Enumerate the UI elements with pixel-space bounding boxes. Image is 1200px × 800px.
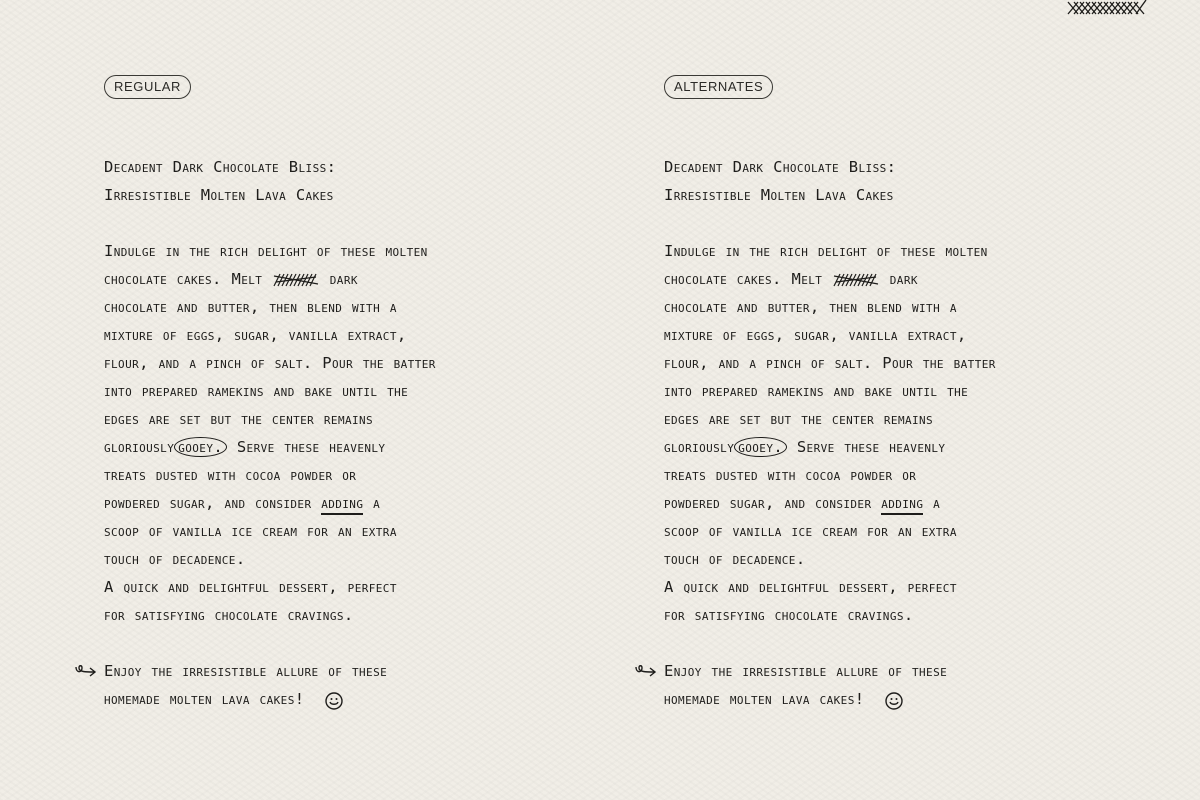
body-line: scoop of vanilla ice cream for an extra [664,522,957,540]
body-text: powdered sugar, and consider [664,494,872,512]
body-text: dark [329,270,358,288]
footer-text: Enjoy the irresistible allure of these [104,662,388,680]
body-line: edges are set but the center remains [664,410,934,428]
underlined-word: adding [881,494,923,515]
body-text: Serve these heavenly [236,438,386,456]
body-line: mixture of eggs, sugar, vanilla extract, [104,326,407,344]
body-line: Indulge in the rich delight of these molten [664,242,988,260]
title-line: Irresistible Molten Lava Cakes [104,186,334,204]
crosshatch-icon [1066,0,1150,16]
smiley-icon [324,690,344,710]
body-line: A quick and delightful dessert, perfect [104,578,397,596]
title-line: Decadent Dark Chocolate Bliss: [664,158,897,176]
footer-line [104,657,574,685]
body-line: Indulge in the rich delight of these molten [104,242,428,260]
smiley-icon [884,690,904,710]
body-line: A quick and delightful dessert, perfect [664,578,957,596]
body-line: chocolate and butter, then blend with a [664,298,957,316]
body-line [104,489,574,517]
underlined-word: adding [321,494,363,515]
body-text: dark [889,270,918,288]
footer-line [104,685,574,713]
body-line: flour, and a pinch of salt. Pour the batter [664,354,996,372]
specimen-text [664,153,1134,713]
body-line: edges are set but the center remains [104,410,374,428]
body-line: touch of decadence. [664,550,806,568]
body-line: into prepared ramekins and bake until the [104,382,409,400]
body-text: gloriously [104,438,175,456]
body-line [104,265,574,293]
title-line: Irresistible Molten Lava Cakes [664,186,894,204]
scribble-icon [832,270,880,290]
scribble-icon [272,270,320,290]
specimen-text [104,153,574,713]
body-text: a [373,494,381,512]
panel-label: ALTERNATES [664,75,773,99]
specimen-panel-regular [104,75,574,713]
body-line: treats dusted with cocoa powder or [104,466,357,484]
panel-label: REGULAR [104,75,191,99]
body-text: Serve these heavenly [796,438,946,456]
circled-word: gooey. [174,437,227,457]
curly-arrow-icon [74,663,98,677]
body-text: powdered sugar, and consider [104,494,312,512]
specimen-panel-alternates [664,75,1134,713]
body-line [664,265,1134,293]
curly-arrow-icon [634,663,658,677]
body-text: chocolate cakes. Melt [664,270,823,288]
body-line: treats dusted with cocoa powder or [664,466,917,484]
circled-word: gooey. [734,437,787,457]
body-line: mixture of eggs, sugar, vanilla extract, [664,326,967,344]
body-text: chocolate cakes. Melt [104,270,263,288]
footer-text: homemade molten lava cakes! [104,690,305,708]
body-line: for satisfying chocolate cravings. [104,606,354,624]
body-line: flour, and a pinch of salt. Pour the batter [104,354,436,372]
body-line [664,489,1134,517]
footer-line [664,657,1134,685]
body-text: gloriously [664,438,735,456]
footer-text: Enjoy the irresistible allure of these [664,662,948,680]
body-line: chocolate and butter, then blend with a [104,298,397,316]
body-line: touch of decadence. [104,550,246,568]
footer-text: homemade molten lava cakes! [664,690,865,708]
body-line [104,433,574,461]
footer-line [664,685,1134,713]
body-line: for satisfying chocolate cravings. [664,606,914,624]
body-text: a [933,494,941,512]
title-line: Decadent Dark Chocolate Bliss: [104,158,337,176]
body-line [664,433,1134,461]
body-line: into prepared ramekins and bake until the [664,382,969,400]
body-line: scoop of vanilla ice cream for an extra [104,522,397,540]
